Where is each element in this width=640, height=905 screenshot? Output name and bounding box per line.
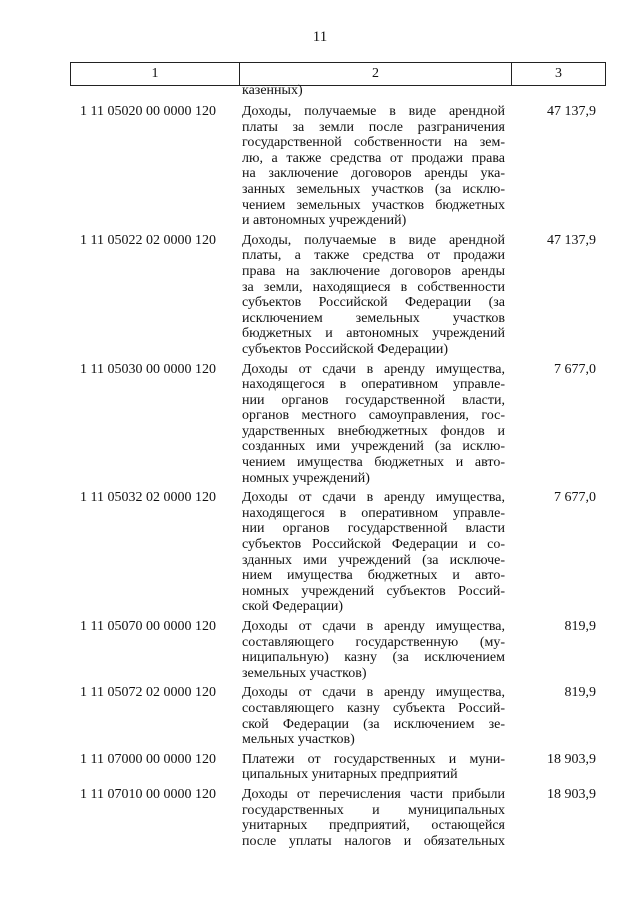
description-line: номных учреждений) [242, 470, 370, 486]
amount: 819,9 [564, 619, 596, 634]
description-line: унитарных предприятий, остающейся [242, 818, 505, 834]
amount: 819,9 [564, 685, 596, 701]
description-line: ской Федерации) [242, 599, 344, 615]
budget-code: 1 11 05032 02 0000 120 [80, 490, 216, 506]
description-line: ской Федерации (за исключением зе- [242, 716, 505, 732]
description-line: органов местного самоуправления, гос- [242, 408, 505, 424]
table-row [70, 104, 602, 229]
description-line: лю, а также средства от продажи права [242, 150, 505, 166]
amount: 7 677,0 [554, 361, 596, 377]
amount: 18 903,9 [547, 751, 596, 767]
description-line: за земли, находящиеся в собственности [242, 279, 505, 295]
description-line: зданных ими учреждений (за исключе- [242, 552, 505, 568]
description-line: на заключение договоров аренды ука- [242, 166, 505, 182]
amount: 18 903,9 [547, 786, 596, 802]
table-row [70, 362, 602, 487]
description-line: платы за земли после разграничения [242, 119, 505, 135]
revenue-description [242, 233, 505, 358]
description-line: ниципальную) казну (за исключением [242, 650, 505, 666]
header-column-3: 3 [512, 63, 606, 86]
continuation-row [70, 83, 602, 100]
description-line: Доходы от сдачи в аренду имущества, [242, 619, 505, 634]
amount: 47 137,9 [547, 232, 596, 248]
description-line: субъектов Российской Федерации (за [242, 295, 505, 311]
description-line: субъектов Российской Федерации и со- [242, 537, 505, 553]
description-line: ципальных унитарных предприятий [242, 767, 458, 783]
description-line: государственных и муниципальных [242, 802, 505, 818]
description-line: Доходы от сдачи в аренду имущества, [242, 685, 505, 701]
budget-code: 1 11 05072 02 0000 120 [80, 685, 216, 701]
description-line: находящегося в оперативном управле- [242, 377, 505, 393]
budget-code: 1 11 05030 00 0000 120 [80, 361, 216, 377]
description-line: составляющего государственную (му- [242, 634, 505, 650]
description-line: права на заключение договоров аренды [242, 263, 505, 279]
description-line: чением имущества бюджетных и авто- [242, 455, 505, 471]
amount: 7 677,0 [554, 490, 596, 506]
description-line: Доходы, получаемые в виде арендной [242, 232, 505, 248]
description-line: составляющего казну субъекта Россий- [242, 700, 505, 716]
description-line: государственной собственности на зем- [242, 135, 505, 151]
table-body [70, 83, 602, 849]
table-row [70, 752, 602, 783]
header-column-1: 1 [71, 63, 240, 86]
description-line: субъектов Российской Федерации) [242, 341, 449, 357]
description-line: и автономных учреждений) [242, 213, 407, 229]
description-line: находящегося в оперативном управле- [242, 505, 505, 521]
table-row [70, 787, 602, 849]
description-line: земельных участков) [242, 665, 367, 681]
description-line: после уплаты налогов и обязательных [242, 833, 505, 849]
description-line: созданных ими учреждений (за исклю- [242, 439, 505, 455]
budget-code: 1 11 05022 02 0000 120 [80, 232, 216, 248]
revenue-description [242, 787, 505, 849]
revenue-description [242, 490, 505, 615]
description-line: Доходы от перечисления части прибыли [242, 786, 505, 802]
budget-code: 1 11 07010 00 0000 120 [80, 786, 216, 802]
description-line: бюджетных и автономных учреждений [242, 326, 505, 342]
description-line: казенных) [242, 83, 303, 98]
revenue-description [242, 104, 505, 229]
budget-code: 1 11 05020 00 0000 120 [80, 104, 216, 119]
table-row [70, 619, 602, 681]
header-column-2: 2 [240, 63, 512, 86]
description-line: Доходы от сдачи в аренду имущества, [242, 490, 505, 506]
description-line: мельных участков) [242, 732, 355, 748]
table-row [70, 685, 602, 747]
revenue-description [242, 752, 505, 783]
revenue-description [242, 619, 505, 681]
description-line: нием имущества бюджетных и авто- [242, 568, 505, 584]
revenue-description [242, 685, 505, 747]
description-line: исключением земельных участков [242, 310, 505, 326]
description-line: номных учреждений субъектов Россий- [242, 583, 505, 599]
revenue-description [242, 362, 505, 487]
description-line: Платежи от государственных и муни- [242, 751, 505, 767]
description-line: чением земельных участков бюджетных [242, 197, 505, 213]
table-row [70, 233, 602, 358]
page-number: 11 [312, 29, 328, 45]
description-line: нии органов государственной власти, [242, 392, 505, 408]
description-line: Доходы от сдачи в аренду имущества, [242, 361, 505, 377]
description-line: Доходы, получаемые в виде арендной [242, 104, 505, 119]
budget-code: 1 11 05070 00 0000 120 [80, 619, 216, 634]
description-line: платы, а также средства от продажи [242, 248, 505, 264]
table-row [70, 490, 602, 615]
description-line: нии органов государственной власти [242, 521, 505, 537]
continuation-text [242, 83, 505, 99]
budget-code: 1 11 07000 00 0000 120 [80, 751, 216, 767]
description-line: ударственных внебюджетных фондов и [242, 423, 505, 439]
rows-container [70, 104, 602, 849]
amount: 47 137,9 [547, 104, 596, 119]
description-line: занных земельных участков (за исклю- [242, 181, 505, 197]
